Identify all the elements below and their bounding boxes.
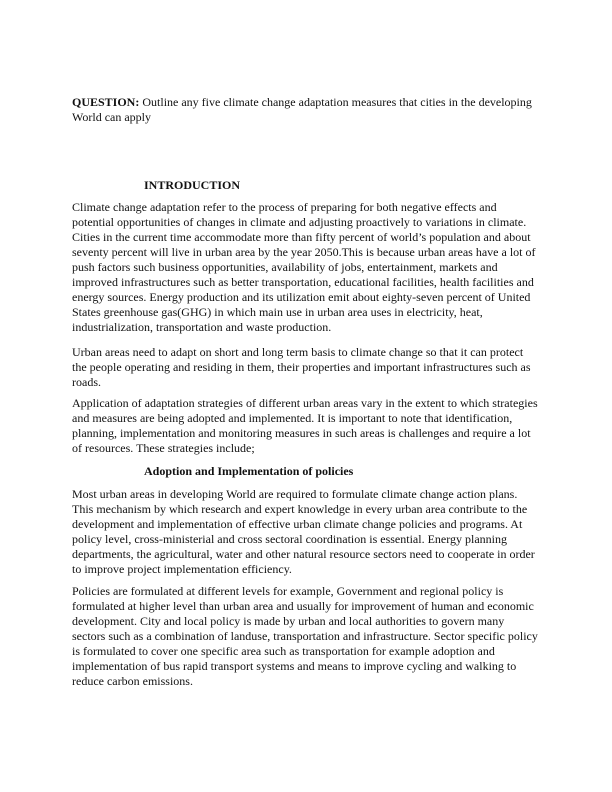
paragraph-5 [72,584,552,689]
text-line: Policies are formulated at different levels for example, Government and regional policy is [72,584,504,598]
text-line: planning, implementation and monitoring measures in such areas is challenges and require a lot [72,426,531,440]
text-line: policy level, cross-ministerial and cross sectoral coordination is essential. Energy planning [72,532,507,546]
text-line: potential opportunities of changes in climate and adjusting proactively to variations in climate. [72,215,527,229]
text-line: is formulated to cover one specific area such as transportation for example adoption and [72,644,495,658]
text-line: formulated at higher level than urban area and usually for improvement of human and economic [72,599,534,613]
text-line: Climate change adaptation refer to the process of preparing for both negative effects and [72,200,497,214]
question-label: QUESTION: [72,95,140,109]
text-line: departments, the agricultural, water and other natural resource sectors need to cooperate in order [72,547,535,561]
paragraph-2 [72,345,552,390]
text-line: Cities in the current time accommodate more than fifty percent of world’s population and about [72,230,531,244]
question [72,95,552,125]
text-line: industrialization, transportation and waste production. [72,320,332,334]
text-line: Application of adaptation strategies of different urban areas vary in the extent to which strategies [72,396,538,410]
paragraph-4 [72,487,552,577]
text-line: development. City and local policy is made by urban and local authorities to govern many [72,614,505,628]
text-line: improved infrastructures such as better transportation, educational facilities, health facilities and [72,275,534,289]
text-line: implementation of bus rapid transport systems and means to improve cycling and walking to [72,659,517,673]
intro-heading: INTRODUCTION [144,178,241,192]
text-line: to improve project implementation efficiency. [72,562,292,576]
text-line: roads. [72,375,101,389]
text-line: Most urban areas in developing World are required to formulate climate change action plans. [72,487,518,501]
question-line-2: World can apply [72,110,152,124]
question-text: Outline any five climate change adaptation measures that cities in the developing [139,95,532,109]
text-line: sectors such as a combination of landuse, transportation and infrastructure. Sector specific policy [72,629,538,643]
paragraph-3 [72,396,552,456]
text-line: of resources. These strategies include; [72,441,255,455]
section-heading: Adoption and Implementation of policies [144,464,354,478]
text-line: States greenhouse gas(GHG) in which main use in urban area uses in electricity, heat, [72,305,483,319]
text-line: and measures are being adopted and implemented. It is important to note that identification, [72,411,513,425]
question-line-1 [72,95,552,110]
text-line: push factors such business opportunities, availability of jobs, entertainment, markets and [72,260,498,274]
text-line: seventy percent will live in urban area by the year 2050.This is because urban areas have a lot of [72,245,536,259]
paragraph-1 [72,200,552,335]
text-line: energy sources. Energy production and its utilization emit about eighty-seven percent of United [72,290,531,304]
text-line: reduce carbon emissions. [72,674,193,688]
text-line: Urban areas need to adapt on short and long term basis to climate change so that it can protect [72,345,524,359]
text-line: the people operating and residing in them, their properties and important infrastructures such as [72,360,531,374]
text-line: development and implementation of effective urban climate change policies and programs. At [72,517,523,531]
text-line: This mechanism by which research and expert knowledge in every urban area contribute to the [72,502,528,516]
